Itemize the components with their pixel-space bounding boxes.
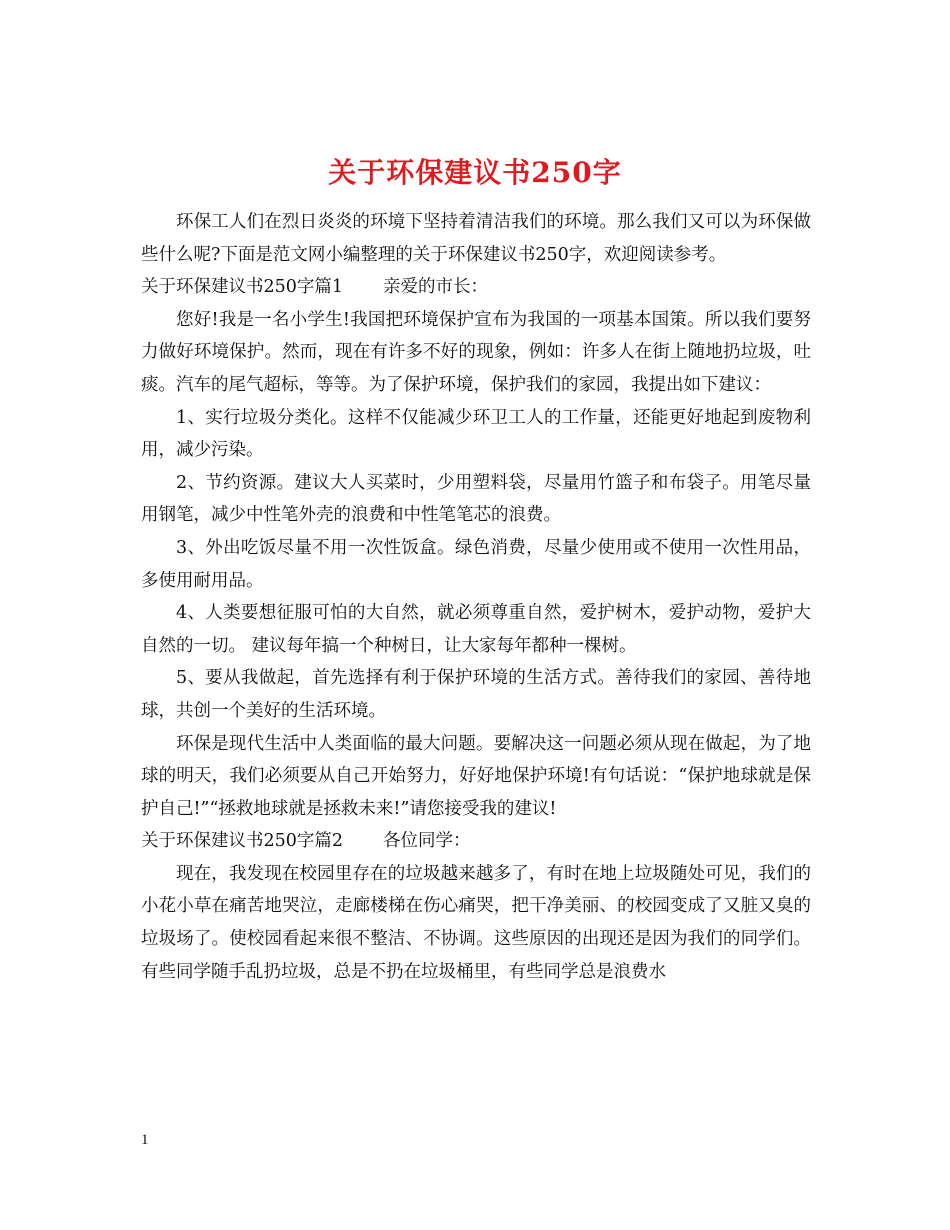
section-1-paragraph: 您好!我是一名小学生!我国把环境保护宣布为我国的一项基本国策。所以我们要努力做好环境保护。然而，现在有许多不好的现象，例如：许多人在街上随地扔垃圾，吐痰。汽车的尾气超标，等等。为了保护环境，保护我们的家园，我提出如下建议： <box>141 309 811 395</box>
section-1-heading: 关于环保建议书250字篇1 <box>141 277 344 298</box>
section-1-heading-line <box>141 271 811 304</box>
section-1-salutation: 亲爱的市长： <box>383 277 489 298</box>
section-1-item: 4、人类要想征服可怕的大自然，就必须尊重自然，爱护树木，爱护动物，爱护大自然的一切。 建议每年搞一个种树日，让大家每年都种一棵树。 <box>141 603 811 656</box>
section-2-heading: 关于环保建议书250字篇2 <box>141 831 344 852</box>
section-2-heading-line <box>141 825 811 858</box>
section-1-item: 5、要从我做起，首先选择有利于保护环境的生活方式。善待我们的家园、善待地球，共创一个美好的生活环境。 <box>141 668 811 721</box>
section-1-item: 1、实行垃圾分类化。这样不仅能减少环卫工人的工作量，还能更好地起到废物利用，减少污染。 <box>141 407 811 461</box>
section-1-item: 3、外出吃饭尽量不用一次性饭盒。绿色消费，尽量少使用或不使用一次性用品，多使用耐用品。 <box>141 537 811 591</box>
section-1-closing-paragraph: 环保是现代生活中人类面临的最大问题。要解决这一问题必须从现在做起，为了地球的明天，我们必须要从自己开始努力，好好地保护环境!有句话说：“保护地球就是保护自己!”“拯救地球就是拯救未来!”请您接受我的建议! <box>141 733 811 819</box>
section-2-salutation: 各位同学： <box>383 831 471 852</box>
document-title: 关于环保建议书250字 <box>328 155 622 189</box>
section-1-item: 2、节约资源。建议大人买菜时，少用塑料袋，尽量用竹篮子和布袋子。用笔尽量用钢笔，减少中性笔外壳的浪费和中性笔笔芯的浪费。 <box>141 472 811 526</box>
section-2-paragraph: 现在，我发现在校园里存在的垃圾越来越多了，有时在地上垃圾随处可见，我们的小花小草在痛苦地哭泣，走廊楼梯在伤心痛哭，把干净美丽、的校园变成了又脏又臭的垃圾场了。使校园看起来很不整洁、不协调。这些原因的出现还是因为我们的同学们。有些同学随手乱扔垃圾，总是不扔在垃圾桶里，有些同学总是浪费水 <box>141 863 811 982</box>
page-number: 1 <box>141 1132 149 1148</box>
document-body <box>141 206 811 988</box>
intro-paragraph: 环保工人们在烈日炎炎的环境下坚持着清洁我们的环境。那么我们又可以为环保做些什么呢?下面是范文网小编整理的关于环保建议书250字，欢迎阅读参考。 <box>141 212 811 265</box>
